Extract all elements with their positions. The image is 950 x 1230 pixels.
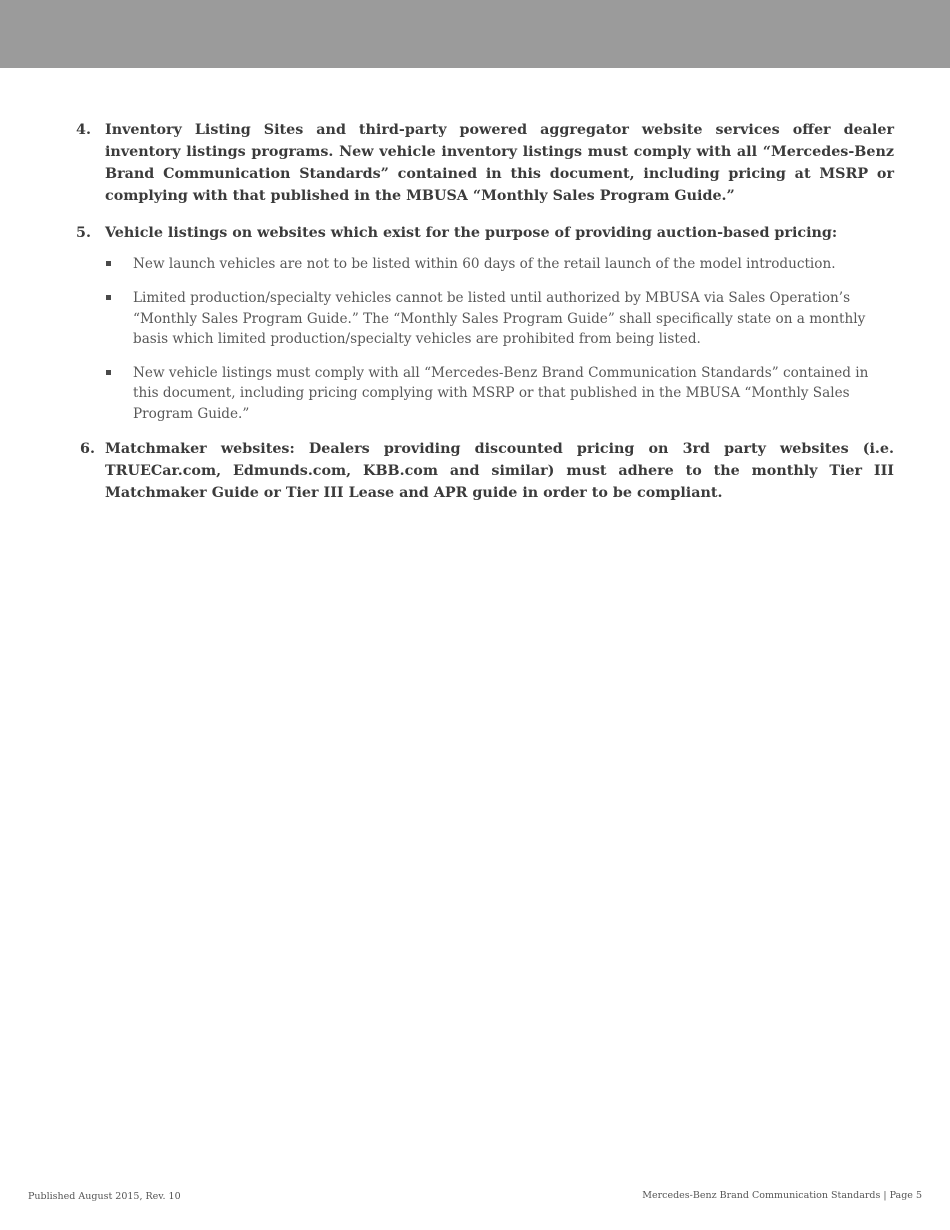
bullet-text: New launch vehicles are not to be listed within 60 days of the retail launch of the model introduction. — [133, 256, 836, 272]
bullet-item — [76, 363, 894, 424]
bullet-square-icon — [106, 261, 111, 266]
footer-page-info: Mercedes-Benz Brand Communication Standards | Page 5 — [642, 1190, 922, 1201]
footer-published: Published August 2015, Rev. 10 — [28, 1191, 181, 1202]
item-number: 4. — [76, 122, 91, 138]
bullet-item — [76, 254, 894, 274]
bullet-square-icon — [106, 295, 111, 300]
item-text: Inventory Listing Sites and third-party powered aggregator website services offer dealer inventory listings programs. New vehicle inventory listings must comply with all “Mercedes-Benz Brand Communication Standards” contained in this document, including pricing at MSRP or complying with that published in the MBUSA “Monthly Sales Program Guide.” — [105, 122, 894, 204]
bullet-item — [76, 288, 894, 349]
bullet-list — [76, 254, 894, 424]
bullet-square-icon — [106, 370, 111, 375]
item-text: Vehicle listings on websites which exist for the purpose of providing auction-based pricing: — [105, 225, 838, 241]
header-band — [0, 0, 950, 68]
bullet-text: Limited production/specialty vehicles cannot be listed until authorized by MBUSA via Sales Operation’s “Monthly Sales Program Guide.” The “Monthly Sales Program Guide” shall specifically state on a monthly basis which limited production/specialty vehicles are prohibited from being listed. — [133, 290, 866, 347]
item-text: Matchmaker websites: Dealers providing discounted pricing on 3rd party websites (i.e. TRUECar.com, Edmunds.com, KBB.com and similar) must adhere to the monthly Tier III Matchmaker Guide or Tier III Lease and APR guide in order to be compliant. — [105, 441, 894, 502]
list-item-5 — [76, 222, 894, 244]
item-number: 5. — [76, 225, 91, 241]
bullet-text: New vehicle listings must comply with all “Mercedes-Benz Brand Communication Standards” contained in this document, including pricing complying with MSRP or that published in the MBUSA “Monthly Sales Program Guide.” — [133, 365, 869, 422]
list-item-4 — [76, 119, 894, 207]
item-number: 6. — [80, 441, 95, 458]
list-item-6 — [76, 438, 894, 504]
page-content — [76, 119, 894, 504]
